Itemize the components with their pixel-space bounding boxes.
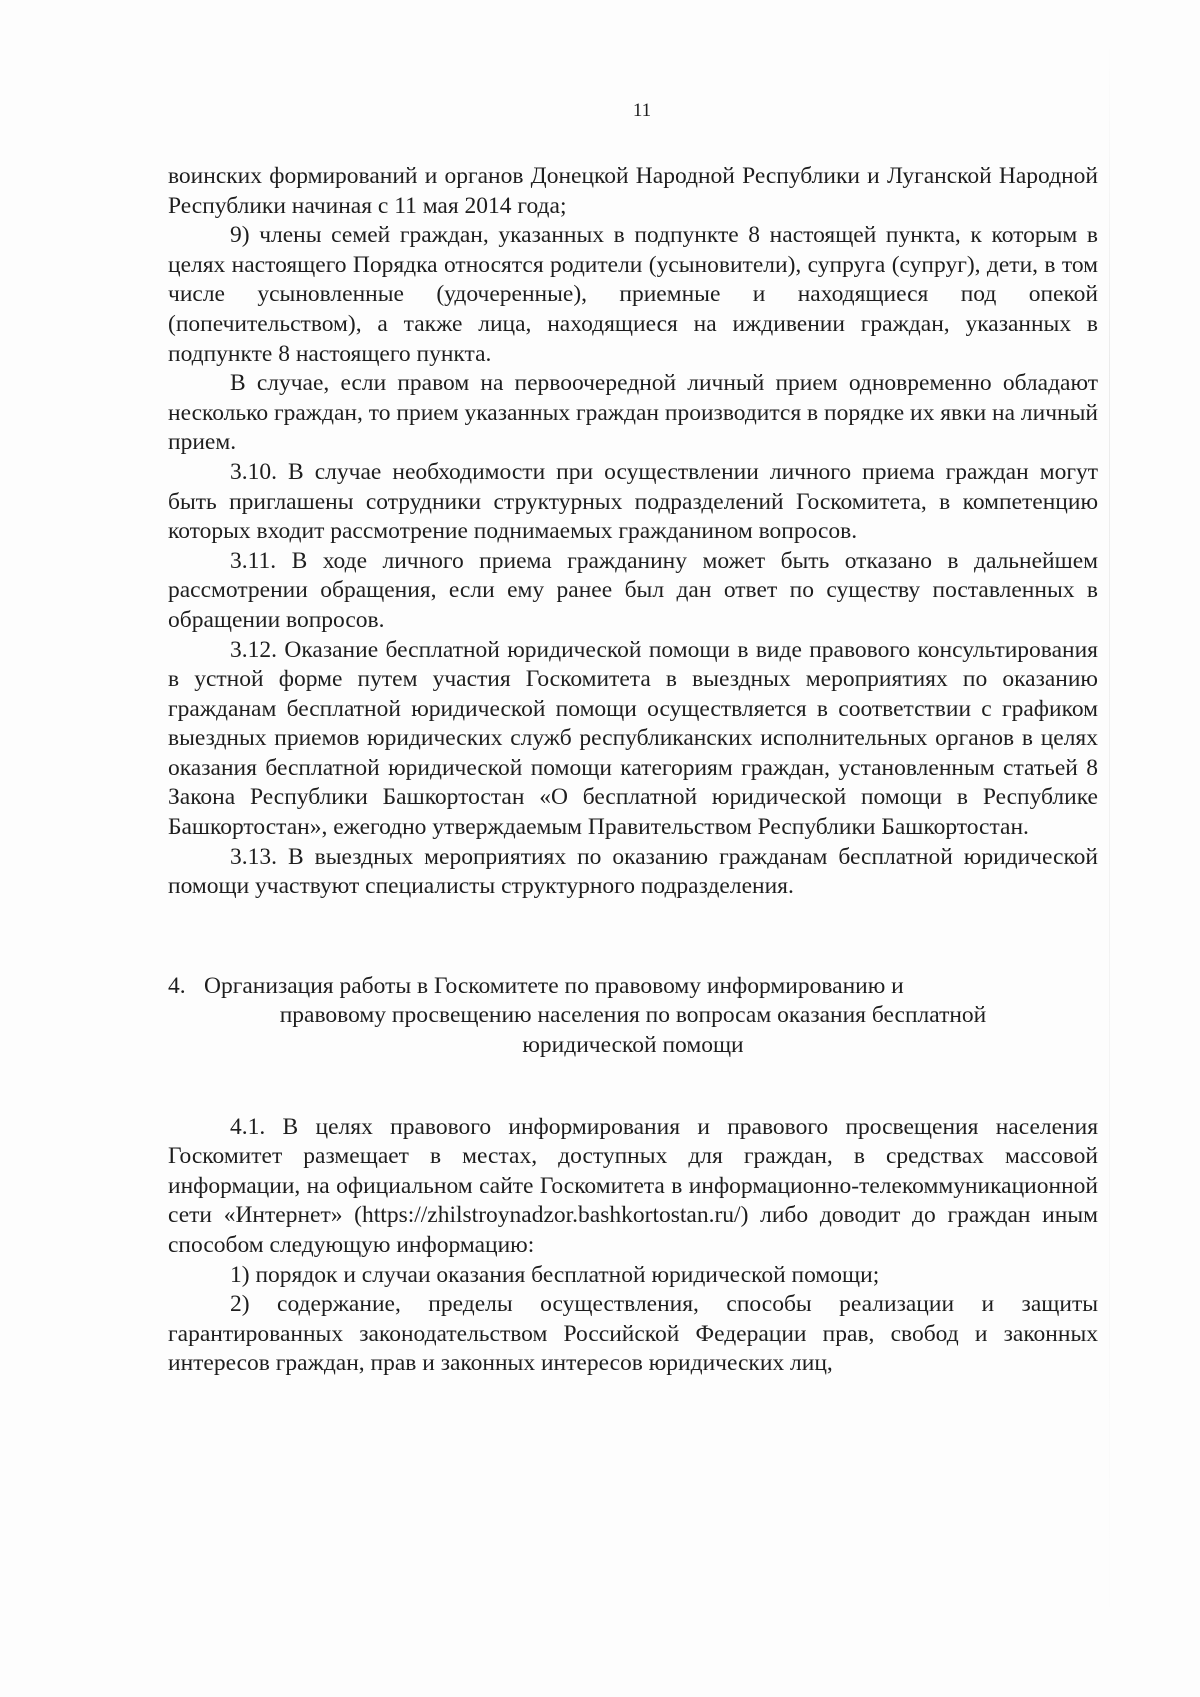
paragraph-3-13: 3.13. В выездных мероприятиях по оказанию гражданам бесплатной юридической помощи участвуют специалисты структурного подразделения.	[168, 843, 1098, 900]
paragraph-3-10: 3.10. В случае необходимости при осуществлении личного приема граждан могут быть приглашены сотрудники структурных подразделений Госкомитета, в компетенцию которых входит рассмотрение поднимаемых гражданином вопросов.	[168, 458, 1098, 545]
section-4-title-line3: юридической помощи	[522, 1032, 744, 1059]
section-4-title-line1: Организация работы в Госкомитете по правовому информированию и	[204, 972, 904, 999]
paragraph-3-11: 3.11. В ходе личного приема гражданину может быть отказано в дальнейшем рассмотрении обращения, если ему ранее был дан ответ по существу поставленных в обращении вопросов.	[168, 547, 1098, 633]
section-4-heading-line1	[168, 972, 1098, 1002]
page-number: 11	[632, 100, 652, 121]
section-4-number: 4.	[168, 972, 186, 999]
list-item-2: 2) содержание, пределы осуществления, способы реализации и защиты гарантированных законодательством Российской Федерации прав, свобод и законных интересов граждан, прав и законных интересов юридических лиц,	[168, 1291, 1098, 1377]
section-4-title-line2: правовому просвещению населения по вопросам оказания бесплатной	[279, 1002, 987, 1029]
section-4-body	[168, 1113, 1098, 1379]
paragraph-3-12: 3.12. Оказание бесплатной юридической помощи в виде правового консультирования в устной форме путем участия Госкомитета в выездных мероприятиях по оказанию гражданам бесплатной юридической помощи осуществляется в соответствии с графиком выездных приемов юридических служб республиканских исполнительных органов в целях оказания бесплатной юридической помощи категориям граждан, установленным статьей 8 Закона Республики Башкортостан «О бесплатной юридической помощи в Республике Башкортостан», ежегодно утверждаемым Правительством Республики Башкортостан.	[168, 636, 1098, 841]
scan-edge-shadow	[1109, 40, 1110, 1640]
paragraph-item-9: 9) члены семей граждан, указанных в подпункте 8 настоящей пункта, к которым в целях настоящего Порядка относятся родители (усыновители), супруга (супруг), дети, в том числе усыновленные (удочеренные), приемные и находящиеся под опекой (попечительством), а также лица, находящиеся на иждивении граждан, указанных в подпункте 8 настоящего пункта.	[168, 222, 1098, 367]
paragraph-continuation: воинских формирований и органов Донецкой Народной Республики и Луганской Народной Республики начиная с 11 мая 2014 года;	[168, 163, 1098, 219]
paragraph-4-1: 4.1. В целях правового информирования и правового просвещения населения Госкомитет размещает в местах, доступных для граждан, в средствах массовой информации, на официальном сайте Госкомитета в информационно-телекоммуникационной сети «Интернет» (https://zhilstroynadzor.bashkortostan.ru/) либо доводит до граждан иным способом следующую информацию:	[168, 1113, 1098, 1258]
paragraph-priority-reception: В случае, если правом на первоочередной личный прием одновременно обладают несколько граждан, то прием указанных граждан производится в порядке их явки на личный прием.	[168, 370, 1098, 456]
section-4-heading	[168, 972, 1098, 1061]
document-body	[168, 162, 1098, 1379]
list-item-1: 1) порядок и случаи оказания бесплатной юридической помощи;	[230, 1261, 880, 1288]
